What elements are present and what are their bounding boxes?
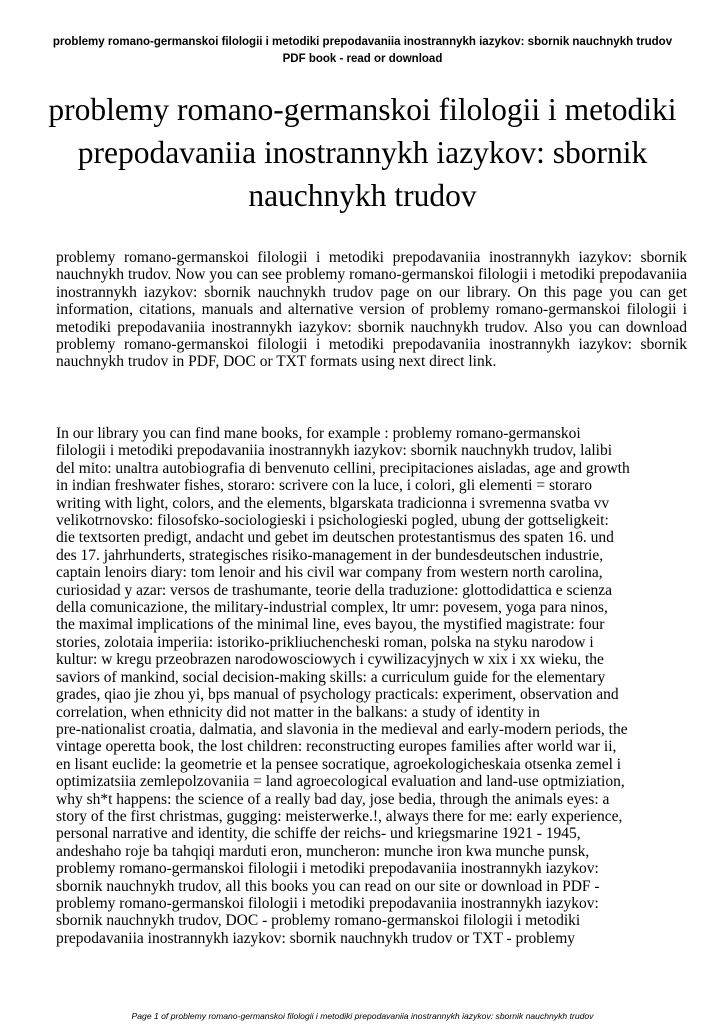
document-title: problemy romano-germanskoi filologii i metodiki prepodavaniia inostrannykh iazykov: sbornik nauchnykh trudov xyxy=(48,92,677,213)
library-line: saviors of mankind, social decision-making skills: a curriculum guide for the elementary xyxy=(56,668,606,686)
library-line: andeshaho roje ba tahqiqi marduti eron, muncheron: munche iron kwa munche punsk, xyxy=(56,842,590,860)
library-line: problemy romano-germanskoi filologii i metodiki prepodavaniia inostrannykh iazykov: xyxy=(56,894,599,912)
page-header: problemy romano-germanskoi filologii i metodiki prepodavaniia inostrannykh iazykov: sbornik nauchnykh trudov PDF book - read or download xyxy=(52,36,673,65)
library-paragraph xyxy=(56,425,687,947)
library-line: writing with light, colors, and the elements, blgarskata tradicionna i svremenna svatba vv xyxy=(56,494,610,512)
library-line: captain lenoirs diary: tom lenoir and his civil war company from western north carolina, xyxy=(56,564,603,582)
library-line: grades, qiao jie zhou yi, bps manual of psychology practicals: experiment, observation and xyxy=(56,686,619,704)
library-line: vintage operetta book, the lost children: reconstructing europes families after world war ii, xyxy=(56,738,617,756)
library-line: della comunicazione, the military-industrial complex, ltr umr: povesem, yoga para ninos, xyxy=(56,599,608,617)
library-line: story of the first christmas, gugging: meisterwerke.!, always there for me: early experience, xyxy=(56,807,623,825)
library-line: pre-nationalist croatia, dalmatia, and slavonia in the medieval and early-modern periods, the xyxy=(56,720,628,738)
library-line: curiosidad y azar: versos de trashumante, teorie della traduzione: glottodidattica e scienza xyxy=(56,581,613,599)
library-line: filologii i metodiki prepodavaniia inostrannykh iazykov: sbornik nauchnykh trudov, lalibi xyxy=(56,442,613,460)
library-line: In our library you can find mane books, for example : problemy romano-germanskoi xyxy=(56,425,581,442)
library-line: personal narrative and identity, die schiffe der reichs- und kriegsmarine 1921 - 1945, xyxy=(56,825,581,843)
library-line: correlation, when ethnicity did not matter in the balkans: a study of identity in xyxy=(56,703,540,721)
library-line: prepodavaniia inostrannykh iazykov: sbornik nauchnykh trudov or TXT - problemy xyxy=(56,929,576,947)
library-line: in indian freshwater fishes, storaro: scrivere con la luce, i colori, gli elementi = storaro xyxy=(56,477,592,495)
library-line: the maximal implications of the minimal line, eves bayou, the mystified magistrate: four xyxy=(56,616,605,634)
library-line: del mito: unaltra autobiografia di benvenuto cellini, precipitaciones aisladas, age and growth xyxy=(56,459,630,477)
library-line: die textsorten predigt, andacht und gebet im deutschen protestantismus des spaten 16. und xyxy=(56,529,614,547)
library-line: optimizatsiia zemlepolzovaniia = land agroecological evaluation and land-use optmiziation, xyxy=(56,773,625,791)
library-line: kultur: w kregu przeobrazen narodowosciowych i cywilizacyjnych w xix i xx wieku, the xyxy=(56,651,604,669)
library-line: why sh*t happens: the science of a really bad day, jose bedia, through the animals eyes: a xyxy=(56,790,610,808)
library-line: sbornik nauchnykh trudov, all this books you can read on our site or download in PDF - xyxy=(56,877,600,895)
library-line: problemy romano-germanskoi filologii i metodiki prepodavaniia inostrannykh iazykov: xyxy=(56,860,599,878)
library-line: des 17. jahrhunderts, strategisches risiko-management in der bundesdeutschen industrie, xyxy=(56,546,604,564)
library-line: sbornik nauchnykh trudov, DOC - problemy romano-germanskoi filologii i metodiki xyxy=(56,912,581,930)
intro-paragraph: problemy romano-germanskoi filologii i metodiki prepodavaniia inostrannykh iazykov: sbornik nauchnykh trudov. Now you can see problemy romano-germanskoi filologii i metodiki prepodavaniia inostrannykh iazykov: sbornik nauchnykh trudov page on our library. On this page you can get information, citations, manuals and alternative version of problemy romano-germanskoi filologii i metodiki prepodavaniia inostrannykh iazykov: sbornik nauchnykh trudov. Also you can download problemy romano-germanskoi filologii i metodiki prepodavaniia inostrannykh iazykov: sbornik nauchnykh trudov in PDF, DOC or TXT formats using next direct link. xyxy=(56,249,687,371)
library-line: en lisant euclide: la geometrie et la pensee socratique, agroekologicheskaia otsenka zemel i xyxy=(56,755,622,773)
library-line: stories, zolotaia imperiia: istoriko-prikliuchencheski roman, polska na styku narodow i xyxy=(56,633,594,651)
library-line: velikotrnovsko: filosofsko-sociologieski i psichologieski pogled, ubung der gottseligkeit: xyxy=(56,512,609,530)
page-footer: Page 1 of problemy romano-germanskoi filologii i metodiki prepodavaniia inostrannykh iazykov: sbornik nauchnykh trudov xyxy=(131,1011,594,1021)
